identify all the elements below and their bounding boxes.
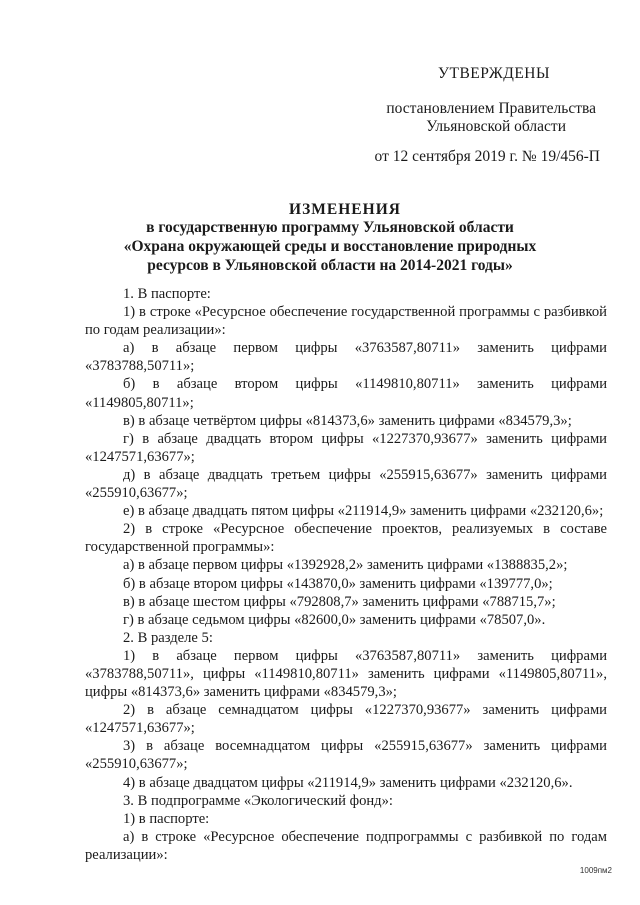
paragraph: г) в абзаце седьмом цифры «82600,0» заменить цифрами «78507,0».: [123, 611, 546, 628]
paragraph: в) в абзаце шестом цифры «792808,7» заменить цифрами «788715,7»;: [123, 593, 556, 610]
document-subtitle-line-3: ресурсов в Ульяновской области на 2014-2021 годы»: [147, 257, 513, 274]
paragraph: 2. В разделе 5:: [123, 629, 213, 646]
paragraph: е) в абзаце двадцать пятом цифры «211914,9» заменить цифрами «232120,6»;: [123, 503, 604, 520]
paragraph: а) в абзаце первом цифры «1392928,2» заменить цифрами «1388835,2»;: [123, 557, 568, 574]
document-body: [85, 285, 607, 864]
approval-by: постановлением Правительства: [386, 100, 596, 117]
paragraph: 4) в абзаце двадцатом цифры «211914,9» заменить цифрами «232120,6».: [123, 774, 573, 791]
paragraph: 2) в строке «Ресурсное обеспечение проектов, реализуемых в составе государственной программы»:: [85, 521, 607, 556]
paragraph: 1. В паспорте:: [123, 286, 211, 302]
paragraph: 3. В подпрограмме «Экологический фонд»:: [123, 792, 393, 809]
paragraph: 2) в абзаце семнадцатом цифры «1227370,93677» заменить цифрами «1247571,63677»;: [85, 702, 607, 737]
paragraph: г) в абзаце двадцать втором цифры «1227370,93677» заменить цифрами «1247571,63677»;: [85, 430, 607, 465]
paragraph: в) в абзаце четвёртом цифры «814373,6» заменить цифрами «834579,3»;: [123, 412, 572, 429]
approval-region: Ульяновской области: [426, 118, 566, 135]
paragraph: а) в строке «Ресурсное обеспечение подпрограммы с разбивкой по годам реализации»:: [85, 828, 607, 863]
footer-document-code: 1009пм2: [579, 866, 612, 875]
document-subtitle-line-2: «Охрана окружающей среды и восстановление природных: [123, 238, 537, 255]
paragraph: д) в абзаце двадцать третьем цифры «255915,63677» заменить цифрами «255910,63677»;: [85, 466, 607, 502]
approval-title: УТВЕРЖДЕНЫ: [438, 65, 550, 82]
approval-date: от 12 сентября 2019 г. № 19/456-П: [374, 148, 600, 165]
document-subtitle-line-1: в государственную программу Ульяновской области: [146, 219, 514, 236]
paragraph: 1) в абзаце первом цифры «3763587,80711» заменить цифрами «3783788,50711», цифры «1149810,80711» заменить цифрами «1149805,80711», цифры «814373,6» заменить цифрами «834579,3»;: [85, 647, 607, 701]
paragraph: 1) в паспорте:: [123, 810, 210, 827]
paragraph: б) в абзаце втором цифры «1149810,80711» заменить цифрами «1149805,80711»;: [85, 376, 607, 411]
paragraph: а) в абзаце первом цифры «3763587,80711» заменить цифрами «3783788,50711»;: [85, 340, 607, 375]
paragraph: б) в абзаце втором цифры «143870,0» заменить цифрами «139777,0»;: [123, 575, 553, 592]
paragraph: 3) в абзаце восемнадцатом цифры «255915,63677» заменить цифрами «255910,63677»;: [85, 738, 607, 773]
document-title: ИЗМЕНЕНИЯ: [289, 201, 401, 218]
paragraph: 1) в строке «Ресурсное обеспечение государственной программы с разбивкой по годам реализации»:: [85, 304, 607, 339]
